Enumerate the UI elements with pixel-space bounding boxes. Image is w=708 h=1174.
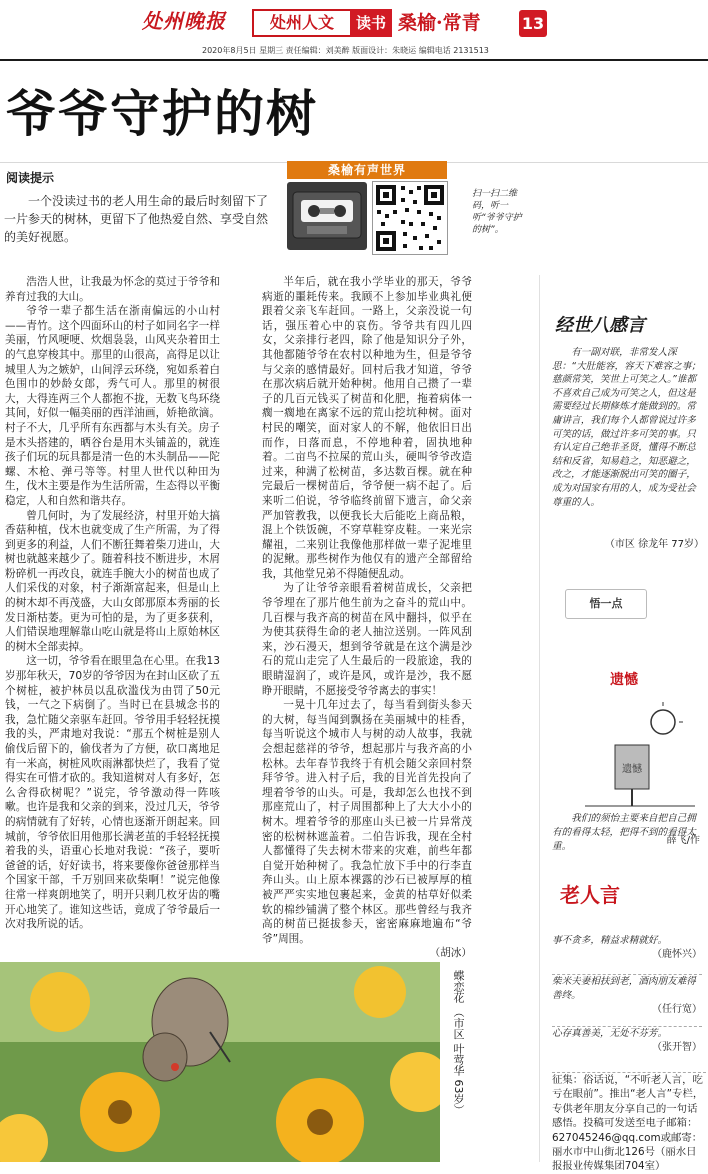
- qr-code[interactable]: [372, 181, 448, 255]
- paragraph: 这一切，爷爷看在眼里急在心里。在我13岁那年秋天，70岁的爷爷因为在封山区砍了五个树桩，被护林员以乱砍滥伐为由罚了50元钱，一气之下病倒了。当时已在县城念书的我，急忙随父亲驱车赶回。爷爷用手轻轻抚摸我的头，严肃地对我说：“那五个树桩是别人偷伐后留下的，偷伐者为了方便，砍口离地足有一米高，树桩风吹雨淋都快烂了，我看了觉得实在可惜才砍的。我知道树对人有多好，怎么舍得砍树呢？”说完，爷爷激动得一阵咳嗽。也许是我和父亲的到来，没过几天，爷爷的病情就有了好转，心情也逐渐开朗起来。回城前，爷爷依旧用他那长满老茧的手轻轻抚摸着我的头，语重心长地对我说：“孩子，要听爸爸的话，好好读书，将来要像你爸爸那样当个国家干部，千万别回来砍柴啊！”说完他像往常一样爽朗地笑了，明开只剩几枚牙齿的嘴开心地笑了。谁知这些话，竟成了爷爷最后一次对我所说的话。: [5, 655, 220, 931]
- section-title: 桑榆·常青: [398, 12, 481, 34]
- sidebar-column-title: 经世八感言: [555, 315, 645, 336]
- qr-caption: 扫一扫二维码，听一听“爷爷守护的树”。: [472, 189, 522, 235]
- paragraph: 半年后，就在我小学毕业的那天，爷爷病逝的噩耗传来。我顾不上参加毕业典礼便跟着父亲飞车赶回。一路上，父亲没说一句话，强压着心中的哀伤。爷爷共有四儿四女，父亲排行老四，除了他是知识分子外，其他都随爷爷在农村以种地为生，但是爷爷与父亲的感情最好。回村后我才知道，爷爷在那次病后就开始种树。他用自己攒了一辈子的几百元钱买了树苗和化肥，拖着病体一瘸一瘸地在离家不远的荒山挖坑种树。面对村民的嘲笑，面对家人的不解，他依旧日出而作，日落而息，不停地种着，固执地种着。二亩鸟不拉屎的荒山头，硬叫爷爷改造过来，种满了松树苗，多达数百棵。就在种完最后一棵树苗后，爷爷便一病不起了。后来听二伯说，爷爷临终前留下遗言，命父亲严加管教我，以便我长大后能吃上商品粮，混上个铁饭碗，不穿草鞋穿皮鞋。一来光宗耀祖，二来别让我像他那样做一辈子泥堆里的泥鳅。那些树作为他仅有的遗产全部留给我，其他堂兄弟不得随便乱动。: [262, 276, 472, 580]
- saying-text: 心存真善美，无处不芬芳。: [552, 1028, 668, 1039]
- cartoon-column-title: 悟一点: [589, 597, 623, 610]
- section-name: 处州人文: [252, 9, 352, 37]
- section-tag: 读书: [350, 9, 392, 37]
- cassette-icon: [287, 182, 367, 250]
- photo-credit: （市区 叶莺华 63岁）: [452, 1006, 465, 1116]
- butterfly-photo: [0, 962, 440, 1162]
- lead-label: 阅读提示: [6, 171, 55, 185]
- cartoon-author: 薛飞/作: [666, 835, 700, 846]
- saying-item: [552, 974, 702, 1023]
- cartoon-column-heading: [565, 589, 647, 619]
- article-title: 爷爷守护的树: [6, 84, 318, 143]
- cartoon-sign-text: 遗憾: [622, 764, 642, 775]
- article-column-2: [262, 275, 472, 960]
- cartoon-text: 我们的须怡主要来自把自己拥有的看得太轻，把得不到的看得太重。: [552, 813, 696, 852]
- masthead: [0, 0, 708, 42]
- paragraph: 为了让爷爷亲眼看着树苗成长，父亲把爷爷埋在了那片他生前为之奋斗的荒山中。几百棵与我齐高的树苗在风中翻抖，似乎在为使其获得生命的老人抽泣送别。一阵风刮来，沙石漫天，想到爷爷就是在这个满是沙石的荒山走完了人生最后的一段旅途，我的眼睛湿润了，或许是风，或许是沙，我不愿睁开眼睛，不愿接受爷爷离去的事实！: [262, 582, 472, 697]
- audio-banner: 桑榆有声世界: [287, 161, 447, 179]
- page-number: 13: [519, 10, 547, 37]
- lead-text: 一个没读过书的老人用生命的最后时刻留下了一片参天的树林，更留下了他热爱自然、享受自然的美好视愿。: [4, 194, 269, 244]
- saying-item: [552, 934, 702, 968]
- saying-text: 柴米夫妻相扶到老，酒肉朋友难得善终。: [552, 976, 696, 1001]
- paragraph: 浩浩人世，让我最为怀念的莫过于爷爷和养育过我的大山。: [5, 276, 220, 303]
- saying-author: （任行宽）: [652, 1004, 702, 1015]
- saying-author: （鹿怀兴）: [652, 949, 702, 960]
- sidebar-divider: [539, 275, 540, 1162]
- editor-info-line: 2020年8月5日 星期三 责任编辑：刘美醉 版面设计：朱晓运 编辑电话 2131513: [202, 46, 489, 55]
- newspaper-logo: 处州晚报: [142, 9, 226, 33]
- header-rule: [0, 59, 708, 61]
- photo-title: 蝶恋花: [452, 970, 465, 1003]
- sayings-title: 老人言: [560, 883, 620, 907]
- saying-text: 事不贪多，精益求精就好。: [552, 935, 668, 946]
- submission-notice: 征集：俗话说，“不听老人言，吃亏在眼前”。推出“老人言”专栏，专供老年朋友分享自己的一句话感悟。投稿可发送至电子邮箱：627045246@qq.com或邮寄：丽水市中山街北126号（丽水日报报业传媒集团704室）: [552, 1072, 706, 1163]
- paragraph: 爷爷一辈子都生活在浙南偏远的小山村——青竹。这个四面环山的村子如同名字一样美丽，竹风哽哽、炊烟袅袅，山风夹杂着田土的气息穿梭其中。那里的山很高，高得足以让城里人为之嫉妒，山间浮云环绕，宛如系着白色围巾的妙龄女郎，秀气可人。那里的树很大，大得连两三个人都抱不拢，无数飞鸟环绕其间，好似一幅美丽的西洋油画，娇艳欲滴。村子不大，几乎所有东西都与木头有关。房子是木头搭建的，晒谷台是用木头铺盖的，就连孩子们玩的玩具都是清一色的木头制品——陀螺、木枪、弹弓等等。村里人世代以种田为生，伐木主要是作为生活所需，生态得以平衡稳定，人和自然和谐共存。: [5, 305, 220, 507]
- paragraph: 一晃十几年过去了，每当看到街头参天的大树，每当闻到飘扬在美丽城中的桂香，每当听说这个城市人与树的动人故事，我就会想起慈祥的爷爷，想起那片与我齐高的小松林。去年春节我终于有机会随父亲回村祭拜爷爷。进入村子后，我的目光首先投向了埋着爷爷的山头。可是，我却怎么也找不到那座荒山了，村子周围都种上了大大小小的树木。埋着爷爷的那座山头已被一片异常茂密的松树林遮盖着。二伯告诉我，现在全村人都懂得了失去树木带来的灾难，前些年都自觉开始种树了。我急忙放下手中的行李直奔山头。山上原本裸露的沙石已被厚厚的植被严严实实地包裹起来，金黄的枯草好似柔软的棉纱铺满了整个林区。那些曾经与我齐高的树苗已挺拔参天，密密麻麻地遍布“爷爷”周围。: [262, 699, 472, 945]
- photo-caption: [441, 970, 465, 1160]
- paragraph: 曾几何时，为了发展经济，村里开始大搞香菇种植，伐木也就变成了生产所需，为了得到更多的利益，人们不断狂舞着柴刀进山，大树也就越来越少了。随着科技不断进步，木屑粉碎机一再改良，就连手腕大小的树苗也成了人们采伐的对象，村子渐渐富起来，但是山上的树木却不再茂盛，大山女郎那原本秀丽的长发日渐枯萎。更为可怕的是，为了更多获利，人们错误地理解靠山吃山就是将山上原始林区的树木全部卖掉。: [5, 509, 220, 653]
- saying-item: [552, 1026, 702, 1063]
- article-author: （胡冰）: [429, 947, 472, 960]
- article-column-1: [5, 275, 220, 931]
- sayings-heading: [560, 880, 700, 910]
- saying-author: （张开智）: [652, 1042, 702, 1053]
- sidebar-essay: 有一副对联，非常发人深思：“大肚能容，容天下难容之事；慈颜常笑，笑世上可笑之人。”谁都不喜欢自己成为可笑之人，但这是需要经过长期修炼才能做到的。常庸讲言，我们每个人都曾说过许多可笑的话，做过许多可笑的事。只有认定自己绝非圣贤，懂得不断总结和反省，知易趋之，知恶避之，改之，才能逐渐脱出可笑的圈子，成为对国家有用的人，成为受社会尊重的人。: [552, 347, 701, 508]
- sidebar-column-heading: [555, 311, 695, 341]
- cartoon-illustration: [565, 700, 705, 812]
- cartoon-title: 遗憾: [610, 672, 638, 688]
- sidebar-essay-author: （市区 徐龙年 77岁）: [604, 539, 704, 550]
